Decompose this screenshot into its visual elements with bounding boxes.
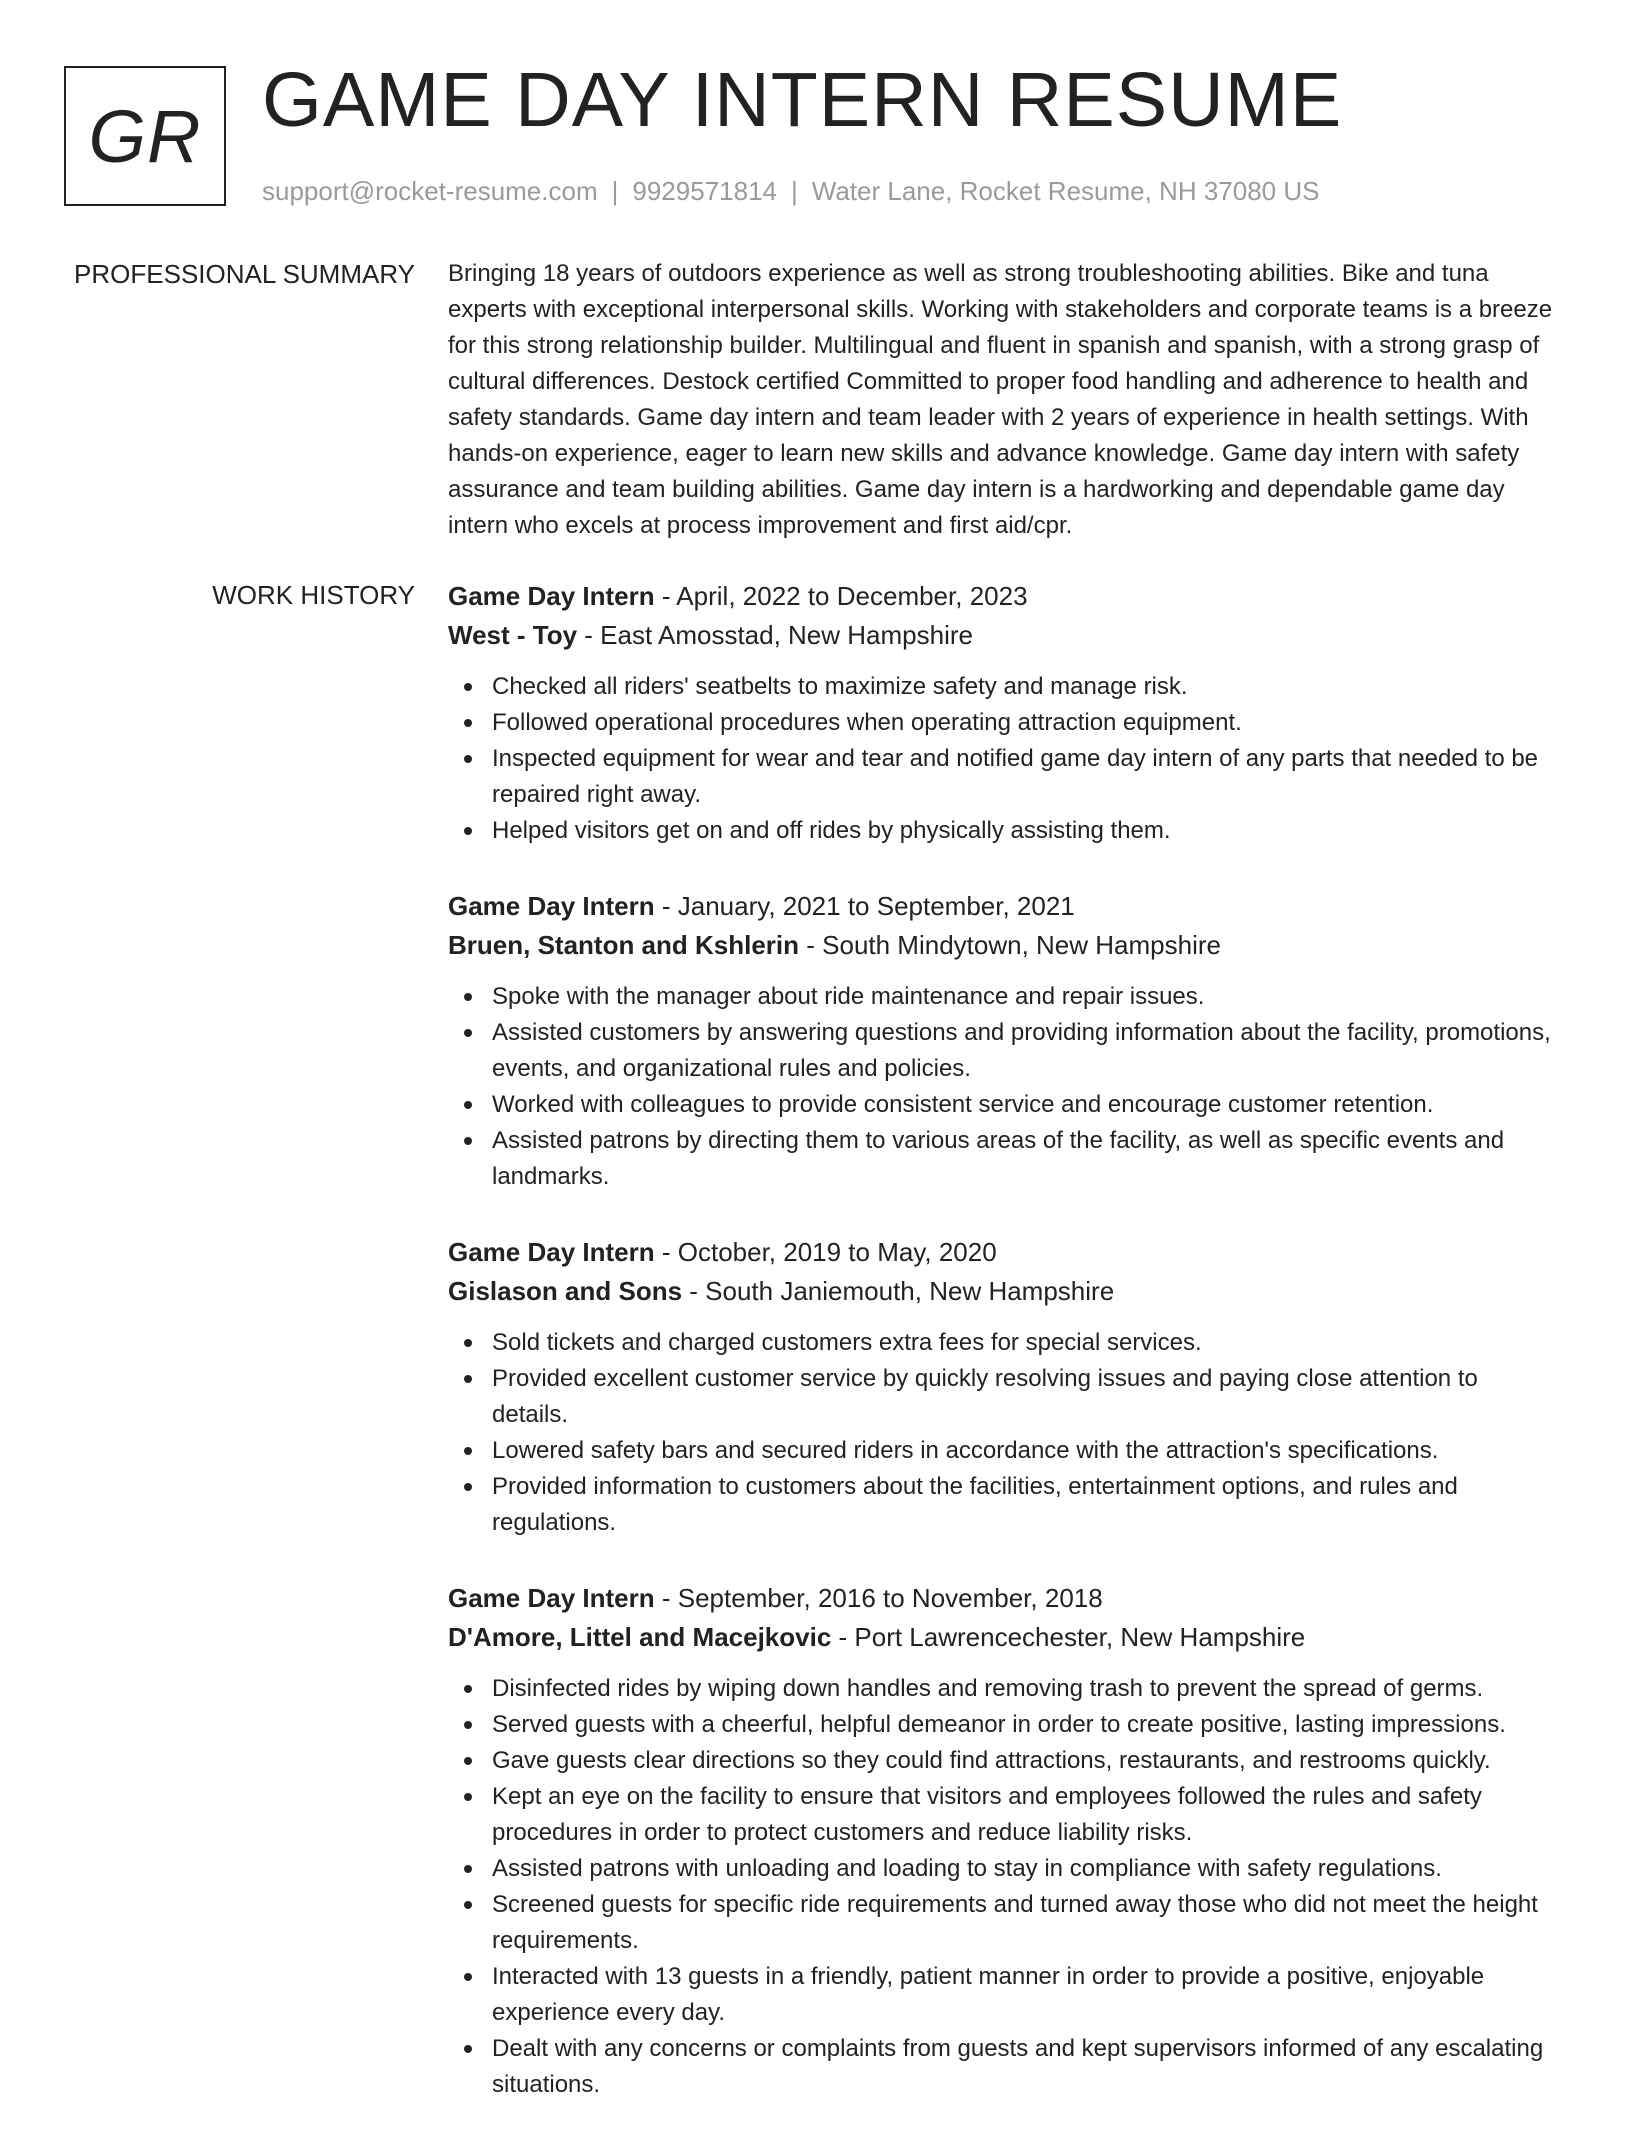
duty-item — [448, 1779, 1558, 1851]
job-duties-list — [448, 1671, 1558, 2103]
job-entry — [448, 1233, 1558, 1541]
resume-title: GAME DAY INTERN RESUME — [262, 57, 1343, 143]
job-company: Gislason and Sons — [448, 1276, 683, 1306]
duty-item — [448, 1325, 1558, 1361]
bullet-icon — [464, 1901, 472, 1909]
duty-item — [448, 1469, 1558, 1541]
duty-item — [448, 1123, 1558, 1195]
job-title: Game Day Intern — [448, 581, 655, 611]
job-title-line — [448, 1233, 1558, 1272]
job-location: - South Mindytown, New Hampshire — [799, 930, 1221, 960]
duty-text: Gave guests clear directions so they could find attractions, restaurants, and restrooms quickly. — [492, 1747, 1491, 1774]
duty-item — [448, 1361, 1558, 1433]
section-heading-summary: PROFESSIONAL SUMMARY — [74, 259, 415, 289]
job-title: Game Day Intern — [448, 891, 655, 921]
contact-phone: 9929571814 — [632, 176, 777, 206]
job-entry — [448, 1579, 1558, 2103]
bullet-icon — [464, 827, 472, 835]
job-company: West - Toy — [448, 620, 578, 650]
contact-line — [262, 176, 1319, 206]
job-duties-list — [448, 669, 1558, 849]
job-duties-list — [448, 1325, 1558, 1541]
duty-text: Interacted with 13 guests in a friendly, patient manner in order to provide a positive, enjoyable experience every day. — [492, 1963, 1485, 2026]
bullet-icon — [464, 1973, 472, 1981]
duty-item — [448, 1015, 1558, 1087]
bullet-icon — [464, 1793, 472, 1801]
duty-text: Sold tickets and charged customers extra fees for special services. — [492, 1329, 1202, 1356]
duty-item — [448, 979, 1558, 1015]
duty-text: Checked all riders' seatbelts to maximize safety and manage risk. — [492, 673, 1188, 700]
duty-text: Spoke with the manager about ride maintenance and repair issues. — [492, 983, 1205, 1010]
duty-text: Assisted patrons by directing them to various areas of the facility, as well as specific events and landmarks. — [492, 1127, 1505, 1190]
duty-item — [448, 705, 1558, 741]
contact-email: support@rocket-resume.com — [262, 176, 598, 206]
bullet-icon — [464, 1757, 472, 1765]
bullet-icon — [464, 755, 472, 763]
work-history-body — [448, 577, 1558, 2141]
job-location: - East Amosstad, New Hampshire — [577, 620, 973, 650]
duty-item — [448, 1433, 1558, 1469]
job-dates: - September, 2016 to November, 2018 — [654, 1583, 1103, 1613]
job-company-line — [448, 926, 1558, 965]
bullet-icon — [464, 1483, 472, 1491]
duty-text: Served guests with a cheerful, helpful demeanor in order to create positive, lasting impressions. — [492, 1711, 1506, 1738]
job-title-line — [448, 577, 1558, 616]
bullet-icon — [464, 1685, 472, 1693]
professional-summary-section — [0, 256, 1632, 546]
duty-item — [448, 1743, 1558, 1779]
duty-item — [448, 1707, 1558, 1743]
bullet-icon — [464, 1137, 472, 1145]
monogram-logo — [64, 66, 226, 206]
bullet-icon — [464, 1447, 472, 1455]
bullet-icon — [464, 1101, 472, 1109]
duty-text: Helped visitors get on and off rides by physically assisting them. — [492, 817, 1171, 844]
job-entry — [448, 887, 1558, 1195]
duty-text: Assisted patrons with unloading and loading to stay in compliance with safety regulations. — [492, 1855, 1442, 1882]
duty-text: Assisted customers by answering questions and providing information about the facility, promotions, events, and organizational rules and policies. — [492, 1019, 1551, 1082]
duty-text: Worked with colleagues to provide consistent service and encourage customer retention. — [492, 1091, 1434, 1118]
duty-text: Screened guests for specific ride requirements and turned away those who did not meet the height requirements. — [492, 1891, 1538, 1954]
job-company-line — [448, 1618, 1558, 1657]
summary-body — [448, 256, 1558, 544]
contact-separator: | — [611, 176, 619, 206]
job-company-line — [448, 616, 1558, 655]
job-duties-list — [448, 979, 1558, 1195]
bullet-icon — [464, 993, 472, 1001]
job-title: Game Day Intern — [448, 1583, 655, 1613]
duty-text: Followed operational procedures when operating attraction equipment. — [492, 709, 1242, 736]
monogram-initials: GR — [88, 94, 202, 178]
job-dates: - January, 2021 to September, 2021 — [654, 891, 1075, 921]
duty-text: Provided information to customers about the facilities, entertainment options, and rules and regulations. — [492, 1473, 1458, 1536]
duty-text: Kept an eye on the facility to ensure that visitors and employees followed the rules and safety procedures in order to protect customers and reduce liability risks. — [492, 1783, 1482, 1846]
bullet-icon — [464, 1029, 472, 1037]
job-title-line — [448, 887, 1558, 926]
contact-address: Water Lane, Rocket Resume, NH 37080 US — [811, 176, 1320, 206]
duty-item — [448, 813, 1558, 849]
duty-text: Disinfected rides by wiping down handles and removing trash to prevent the spread of germs. — [492, 1675, 1484, 1702]
job-title: Game Day Intern — [448, 1237, 655, 1267]
duty-item — [448, 741, 1558, 813]
job-entry — [448, 577, 1558, 849]
job-location: - South Janiemouth, New Hampshire — [682, 1276, 1115, 1306]
job-dates: - April, 2022 to December, 2023 — [654, 581, 1028, 611]
job-title-line — [448, 1579, 1558, 1618]
summary-paragraph: Bringing 18 years of outdoors experience as well as strong troubleshooting abilities. Bike and tuna experts with exceptional interpersonal skills. Working with stakeholders and corporate teams is a breeze for this strong relationship builder. Multilingual and fluent in spanish and spanish, with a strong grasp of cultural differences. Destock certified Committed to proper food handling and adherence to health and safety standards. Game day intern and team leader with 2 years of experience in health settings. With hands-on experience, eager to learn new skills and advance knowledge. Game day intern with safety assurance and team building abilities. Game day intern is a hardworking and dependable game day intern who excels at process improvement and first aid/cpr. — [448, 260, 1553, 539]
bullet-icon — [464, 1721, 472, 1729]
job-dates: - October, 2019 to May, 2020 — [654, 1237, 997, 1267]
bullet-icon — [464, 719, 472, 727]
duty-item — [448, 1959, 1558, 2031]
contact-separator: | — [791, 176, 798, 206]
job-location: - Port Lawrencechester, New Hampshire — [831, 1622, 1306, 1652]
duty-text: Inspected equipment for wear and tear and notified game day intern of any parts that needed to be repaired right away. — [492, 745, 1539, 808]
bullet-icon — [464, 2045, 472, 2053]
duty-item — [448, 2031, 1558, 2103]
bullet-icon — [464, 683, 472, 691]
job-company: D'Amore, Littel and Macejkovic — [448, 1622, 832, 1652]
duty-text: Dealt with any concerns or complaints from guests and kept supervisors informed of any escalating situations. — [492, 2035, 1544, 2098]
bullet-icon — [464, 1375, 472, 1383]
duty-text: Lowered safety bars and secured riders in accordance with the attraction's specifications. — [492, 1437, 1439, 1464]
duty-item — [448, 1087, 1558, 1123]
duty-item — [448, 1671, 1558, 1707]
bullet-icon — [464, 1339, 472, 1347]
duty-text: Provided excellent customer service by quickly resolving issues and paying close attention to details. — [492, 1365, 1478, 1428]
duty-item — [448, 1851, 1558, 1887]
duty-item — [448, 1887, 1558, 1959]
job-company: Bruen, Stanton and Kshlerin — [448, 930, 800, 960]
section-heading-work-history: WORK HISTORY — [212, 580, 415, 610]
duty-item — [448, 669, 1558, 705]
job-company-line — [448, 1272, 1558, 1311]
bullet-icon — [464, 1865, 472, 1873]
